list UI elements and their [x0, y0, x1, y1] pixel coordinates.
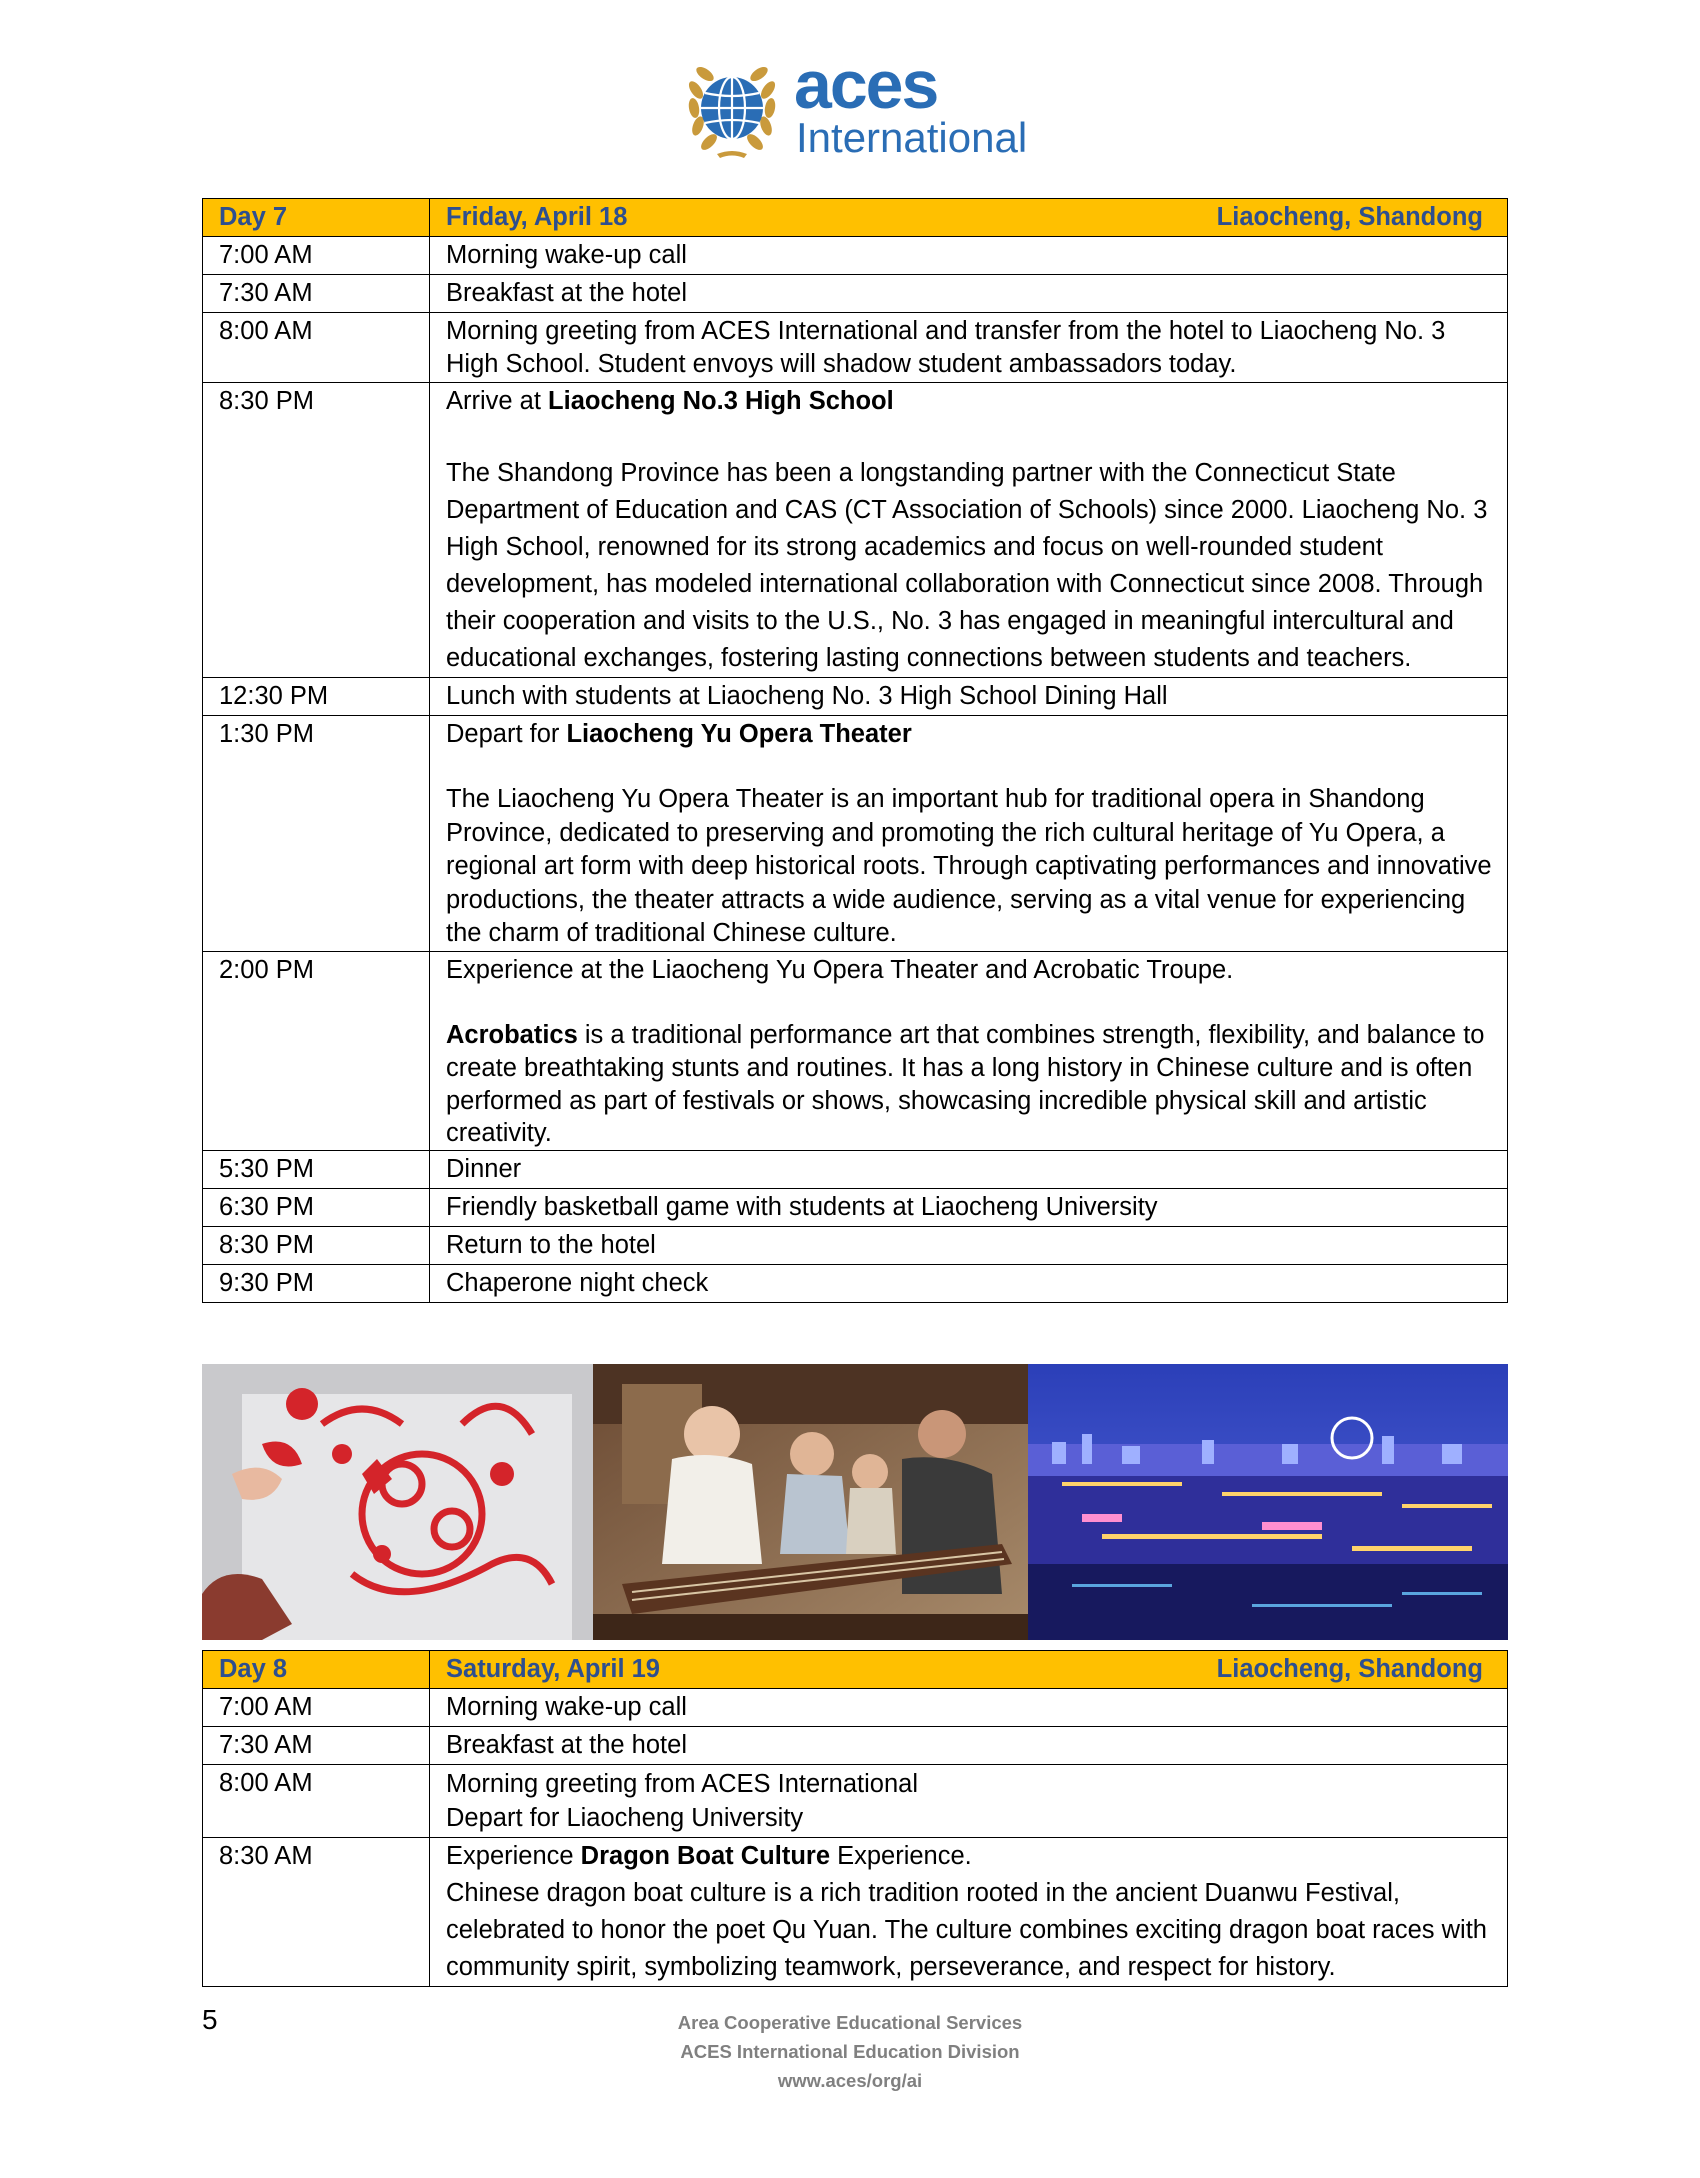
city-night-photo	[1028, 1364, 1508, 1640]
table-row	[203, 1765, 1508, 1838]
row-time: 8:30 PM	[203, 1227, 430, 1265]
row-activity	[430, 1838, 1508, 1987]
activity-description: The Shandong Province has been a longstanding partner with the Connecticut State Department of Education and CAS (CT Association of Schools) since 2000. Liaocheng No. 3 High School, renowned for its strong academics and focus on well-rounded student development, has modeled international collaboration with Connecticut since 2008. Through their cooperation and visits to the U.S., No. 3 has engaged in meaningful intercultural and educational exchanges, fostering lasting connections between students and teachers.	[446, 459, 1488, 672]
day-date: Saturday, April 19	[446, 1655, 660, 1683]
activity-highlight: Dragon Boat Culture	[580, 1842, 831, 1870]
activity-prefix: Experience	[446, 1842, 581, 1870]
table-row	[203, 1689, 1508, 1727]
row-activity: Chaperone night check	[430, 1265, 1508, 1303]
activity-title	[446, 716, 1497, 753]
activity-line: Depart for Liaocheng University	[446, 1804, 804, 1832]
page-number: 5	[202, 2004, 218, 2035]
activity-title: Experience at the Liaocheng Yu Opera Theater and Acrobatic Troupe.	[446, 955, 1234, 984]
table-row	[203, 1227, 1508, 1265]
table-row	[203, 1189, 1508, 1227]
activity-description	[446, 1019, 1497, 1150]
day-date-cell	[430, 1651, 1508, 1689]
table-row	[203, 1265, 1508, 1303]
row-time: 12:30 PM	[203, 678, 430, 716]
row-time: 9:30 PM	[203, 1265, 430, 1303]
day-date: Friday, April 18	[446, 203, 628, 231]
activity-prefix: Depart for	[446, 720, 567, 748]
row-activity: Return to the hotel	[430, 1227, 1508, 1265]
table-row	[203, 716, 1508, 952]
page-footer	[0, 2008, 1700, 2095]
day8-schedule-table	[202, 1650, 1508, 1987]
footer-org: Area Cooperative Educational Services	[677, 2012, 1023, 2033]
row-time: 7:00 AM	[203, 237, 430, 275]
row-time: 7:30 AM	[203, 275, 430, 313]
activity-highlight: Acrobatics	[446, 1020, 578, 1049]
logo-brand: aces	[794, 50, 938, 123]
venue-name: Liaocheng Yu Opera Theater	[566, 720, 912, 748]
row-activity	[430, 1765, 1508, 1838]
table-row	[203, 383, 1508, 678]
guzheng-lesson-photo	[593, 1364, 1028, 1640]
row-time: 8:00 AM	[203, 313, 430, 383]
table-row	[203, 275, 1508, 313]
venue-name: Liaocheng No.3 High School	[548, 387, 894, 415]
row-activity	[430, 951, 1508, 1150]
aces-international-logo	[672, 50, 1042, 162]
day-location: Liaocheng, Shandong	[1216, 203, 1483, 231]
day-date-cell	[430, 199, 1508, 237]
row-time: 6:30 PM	[203, 1189, 430, 1227]
row-activity: Breakfast at the hotel	[430, 275, 1508, 313]
activity-suffix: Experience.	[830, 1842, 972, 1870]
activity-prefix: Arrive at	[446, 387, 549, 415]
logo-tagline: International	[796, 114, 1028, 161]
row-time: 8:30 AM	[203, 1838, 430, 1987]
row-activity: Lunch with students at Liaocheng No. 3 High School Dining Hall	[430, 678, 1508, 716]
footer-url: www.aces/org/ai	[777, 2070, 923, 2091]
row-activity: Dinner	[430, 1151, 1508, 1189]
row-activity: Friendly basketball game with students at Liaocheng University	[430, 1189, 1508, 1227]
row-activity: Morning wake-up call	[430, 1689, 1508, 1727]
logo-graphic	[672, 50, 1042, 162]
day7-schedule-table	[202, 198, 1508, 1303]
activity-line: Morning greeting from ACES International	[446, 1770, 918, 1798]
globe-icon	[701, 77, 763, 139]
table-row	[203, 1727, 1508, 1765]
table-row	[203, 237, 1508, 275]
row-time: 7:30 AM	[203, 1727, 430, 1765]
table-row	[203, 951, 1508, 1150]
row-activity	[430, 716, 1508, 952]
activity-description-text: is a traditional performance art that combines strength, flexibility, and balance to create breathtaking stunts and routines. It has a long history in Chinese culture and is often performed as part of festivals or shows, showcasing incredible physical skill and artistic creativity.	[446, 1020, 1485, 1148]
day8-header-row	[203, 1651, 1508, 1689]
activity-description: The Liaocheng Yu Opera Theater is an important hub for traditional opera in Shandong Province, dedicated to preserving and promoting the rich cultural heritage of Yu Opera, a regional art form with deep historical roots. Through captivating performances and innovative productions, the theater attracts a wide audience, serving as a vital venue for experiencing the charm of traditional Chinese culture.	[446, 785, 1492, 948]
day7-header-row	[203, 199, 1508, 237]
activity-description: Chinese dragon boat culture is a rich tradition rooted in the ancient Duanwu Festival, celebrated to honor the poet Qu Yuan. The culture combines exciting dragon boat races with community spirit, symbolizing teamwork, perseverance, and respect for history.	[446, 1879, 1487, 1981]
day-label: Day 7	[203, 199, 430, 237]
table-row	[203, 1838, 1508, 1987]
row-activity: Breakfast at the hotel	[430, 1727, 1508, 1765]
row-time: 1:30 PM	[203, 716, 430, 952]
row-time: 2:00 PM	[203, 951, 430, 1150]
row-time: 8:00 AM	[203, 1765, 430, 1838]
row-activity: Morning wake-up call	[430, 237, 1508, 275]
row-activity: Morning greeting from ACES International and transfer from the hotel to Liaocheng No. 3 High School. Student envoys will shadow student ambassadors today.	[430, 313, 1508, 383]
table-row	[203, 313, 1508, 383]
photo-strip	[202, 1364, 1508, 1640]
row-time: 5:30 PM	[203, 1151, 430, 1189]
activity-title	[446, 1838, 1497, 1875]
footer-division: ACES International Education Division	[680, 2041, 1020, 2062]
row-time: 8:30 PM	[203, 383, 430, 678]
table-row	[203, 678, 1508, 716]
activity-title	[446, 383, 1497, 420]
paper-cutting-photo	[202, 1364, 593, 1640]
day-location: Liaocheng, Shandong	[1216, 1655, 1483, 1683]
table-row	[203, 1151, 1508, 1189]
row-activity	[430, 383, 1508, 678]
row-time: 7:00 AM	[203, 1689, 430, 1727]
day-label: Day 8	[203, 1651, 430, 1689]
